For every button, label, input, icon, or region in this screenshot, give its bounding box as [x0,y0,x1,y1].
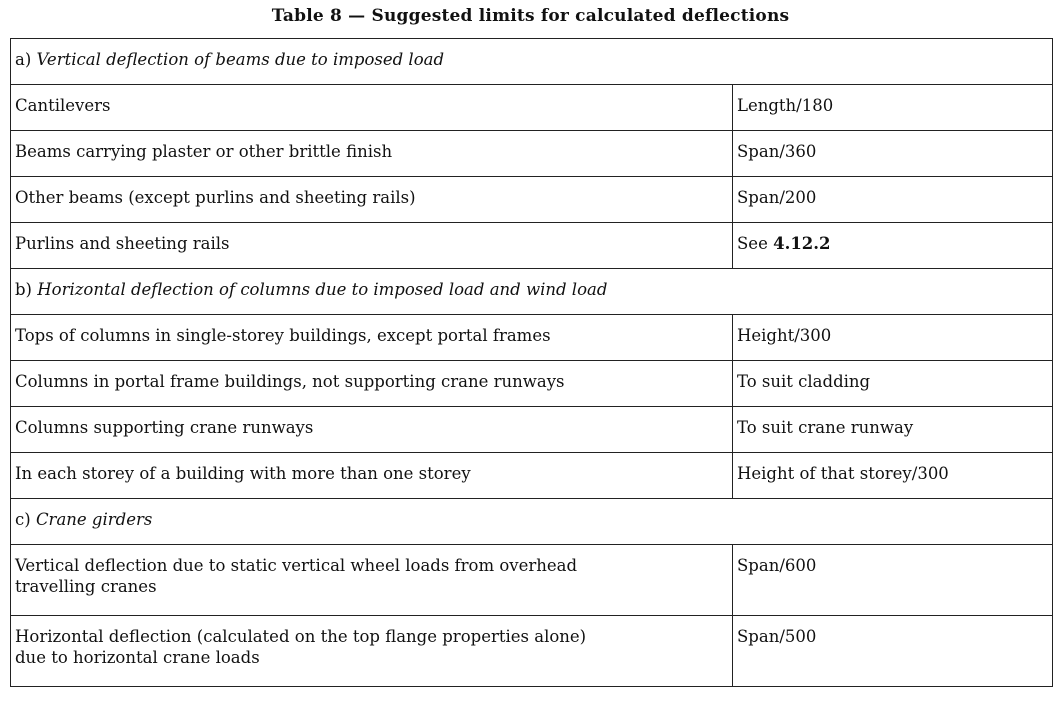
item-cell: In each storey of a building with more than one storey [11,453,733,499]
limit-cell: Height/300 [733,315,1053,361]
item-line: due to horizontal crane loads [15,648,260,667]
table-row [11,407,1053,453]
section-heading-cell [11,39,1053,85]
limit-cell: Span/500 [733,616,1053,687]
item-cell: Columns supporting crane runways [11,407,733,453]
table-row [11,315,1053,361]
section-heading-cell [11,499,1053,545]
clause-reference: 4.12.2 [773,234,831,253]
table-row [11,131,1053,177]
item-line: travelling cranes [15,577,157,596]
limit-cell [733,223,1053,269]
section-header-a [11,39,1053,85]
item-line: Vertical deflection due to static vertical wheel loads from overhead [15,556,578,575]
limit-prefix: See [737,234,768,253]
item-cell: Tops of columns in single-storey buildings, except portal frames [11,315,733,361]
item-cell: Other beams (except purlins and sheeting rails) [11,177,733,223]
item-cell: Cantilevers [11,85,733,131]
section-heading: Crane girders [35,510,153,529]
deflection-limits-table [10,38,1053,687]
section-header-c [11,499,1053,545]
table-row [11,361,1053,407]
limit-cell: Span/200 [733,177,1053,223]
section-heading: Vertical deflection of beams due to imposed load [36,50,445,69]
table-row [11,177,1053,223]
section-prefix: a) [15,50,32,69]
section-prefix: c) [15,510,31,529]
limit-cell: To suit crane runway [733,407,1053,453]
limit-cell: Span/600 [733,545,1053,616]
item-cell: Beams carrying plaster or other brittle finish [11,131,733,177]
section-header-b [11,269,1053,315]
section-heading-cell [11,269,1053,315]
table-row [11,223,1053,269]
section-heading: Horizontal deflection of columns due to imposed load and wind load [37,280,608,299]
limit-cell: Span/360 [733,131,1053,177]
section-prefix: b) [15,280,32,299]
limit-cell: Length/180 [733,85,1053,131]
item-cell: Purlins and sheeting rails [11,223,733,269]
table-row [11,453,1053,499]
item-cell: Columns in portal frame buildings, not supporting crane runways [11,361,733,407]
limit-cell: To suit cladding [733,361,1053,407]
table-row [11,616,1053,687]
item-cell [11,616,733,687]
item-cell [11,545,733,616]
table-row [11,85,1053,131]
item-line: Horizontal deflection (calculated on the top flange properties alone) [15,627,587,646]
table-row [11,545,1053,616]
limit-cell: Height of that storey/300 [733,453,1053,499]
table-title: Table 8 — Suggested limits for calculated deflections [271,6,790,26]
